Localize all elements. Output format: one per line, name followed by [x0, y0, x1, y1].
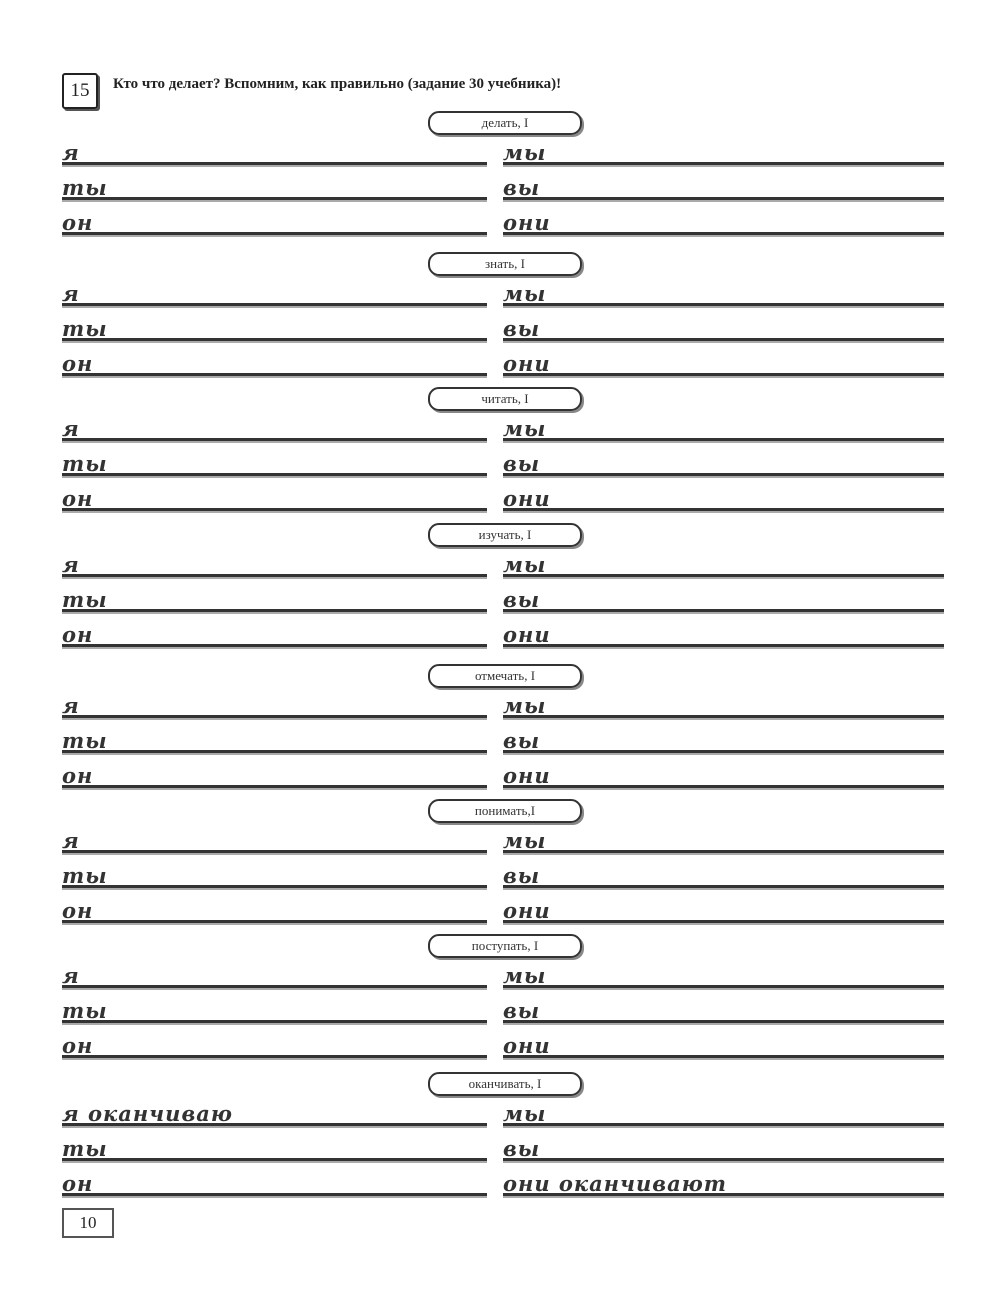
pronoun-label: я	[62, 693, 80, 718]
answer-line[interactable]	[503, 1031, 944, 1058]
pronoun-label: я	[62, 416, 80, 441]
pronoun-label: вы	[503, 451, 541, 476]
verb-label: отмечать, I	[428, 664, 582, 688]
pronoun-label: он	[62, 763, 94, 788]
pronoun-label: вы	[503, 1136, 541, 1161]
answer-line[interactable]	[503, 314, 944, 341]
answer-line[interactable]	[503, 620, 944, 647]
pronoun-label: они	[503, 763, 551, 788]
answer-line[interactable]	[62, 138, 487, 165]
pronoun-label: я	[62, 552, 80, 577]
pronoun-label: мы	[503, 1101, 547, 1126]
answer-line[interactable]	[62, 1099, 487, 1126]
answer-line[interactable]	[62, 208, 487, 235]
answer-line[interactable]	[503, 861, 944, 888]
pronoun-label: вы	[503, 998, 541, 1023]
page-number: 10	[62, 1208, 114, 1238]
answer-line[interactable]	[62, 349, 487, 376]
pronoun-label: они	[503, 351, 551, 376]
answer-line[interactable]	[503, 1099, 944, 1126]
verb-label: понимать,I	[428, 799, 582, 823]
pronoun-label: вы	[503, 175, 541, 200]
pronoun-label: я	[62, 140, 80, 165]
pronoun-label: они	[503, 622, 551, 647]
answer-line[interactable]	[62, 484, 487, 511]
verb-label: оканчивать, I	[428, 1072, 582, 1096]
answer-line[interactable]	[62, 861, 487, 888]
pronoun-label: мы	[503, 828, 547, 853]
verb-label: изучать, I	[428, 523, 582, 547]
pronoun-label: мы	[503, 140, 547, 165]
pronoun-label: мы	[503, 963, 547, 988]
pronoun-label: он	[62, 1033, 94, 1058]
pronoun-label: ты	[62, 1136, 108, 1161]
pronoun-label: я оканчиваю	[62, 1101, 233, 1126]
pronoun-label: мы	[503, 552, 547, 577]
pronoun-label: вы	[503, 587, 541, 612]
pronoun-label: вы	[503, 316, 541, 341]
answer-line[interactable]	[503, 550, 944, 577]
answer-line[interactable]	[62, 585, 487, 612]
answer-line[interactable]	[503, 414, 944, 441]
answer-line[interactable]	[503, 996, 944, 1023]
pronoun-label: он	[62, 1171, 94, 1196]
answer-line[interactable]	[503, 449, 944, 476]
pronoun-label: они	[503, 898, 551, 923]
answer-line[interactable]	[503, 208, 944, 235]
pronoun-label: ты	[62, 175, 108, 200]
answer-line[interactable]	[62, 1031, 487, 1058]
answer-line[interactable]	[503, 173, 944, 200]
answer-line[interactable]	[62, 620, 487, 647]
answer-line[interactable]	[503, 484, 944, 511]
verb-label: знать, I	[428, 252, 582, 276]
pronoun-label: я	[62, 963, 80, 988]
answer-line[interactable]	[62, 996, 487, 1023]
answer-line[interactable]	[62, 961, 487, 988]
pronoun-label: вы	[503, 728, 541, 753]
task-instruction: Кто что делает? Вспомним, как правильно (задание 30 учебника)!	[113, 76, 562, 92]
pronoun-label: ты	[62, 998, 108, 1023]
answer-line[interactable]	[503, 826, 944, 853]
pronoun-label: я	[62, 281, 80, 306]
answer-line[interactable]	[503, 691, 944, 718]
answer-line[interactable]	[503, 138, 944, 165]
answer-line[interactable]	[62, 449, 487, 476]
pronoun-label: они оканчивают	[503, 1171, 727, 1196]
pronoun-label: он	[62, 486, 94, 511]
pronoun-label: он	[62, 210, 94, 235]
answer-line[interactable]	[503, 761, 944, 788]
answer-line[interactable]	[62, 414, 487, 441]
pronoun-label: они	[503, 486, 551, 511]
answer-line[interactable]	[503, 349, 944, 376]
answer-line[interactable]	[503, 279, 944, 306]
pronoun-label: он	[62, 622, 94, 647]
answer-line[interactable]	[62, 550, 487, 577]
answer-line[interactable]	[503, 961, 944, 988]
pronoun-label: они	[503, 1033, 551, 1058]
pronoun-label: они	[503, 210, 551, 235]
answer-line[interactable]	[62, 691, 487, 718]
answer-line[interactable]	[62, 279, 487, 306]
answer-line[interactable]	[62, 726, 487, 753]
pronoun-label: ты	[62, 728, 108, 753]
answer-line[interactable]	[503, 1134, 944, 1161]
answer-line[interactable]	[62, 1169, 487, 1196]
pronoun-label: я	[62, 828, 80, 853]
answer-line[interactable]	[62, 826, 487, 853]
pronoun-label: вы	[503, 863, 541, 888]
pronoun-label: ты	[62, 863, 108, 888]
pronoun-label: ты	[62, 451, 108, 476]
task-number-badge: 15	[62, 73, 98, 109]
pronoun-label: он	[62, 898, 94, 923]
answer-line[interactable]	[503, 585, 944, 612]
answer-line[interactable]	[62, 1134, 487, 1161]
pronoun-label: он	[62, 351, 94, 376]
answer-line[interactable]	[503, 896, 944, 923]
answer-line[interactable]	[62, 761, 487, 788]
pronoun-label: ты	[62, 587, 108, 612]
pronoun-label: ты	[62, 316, 108, 341]
answer-line[interactable]	[62, 173, 487, 200]
pronoun-label: мы	[503, 281, 547, 306]
verb-label: поступать, I	[428, 934, 582, 958]
verb-label: делать, I	[428, 111, 582, 135]
pronoun-label: мы	[503, 693, 547, 718]
answer-line[interactable]	[503, 726, 944, 753]
answer-line[interactable]	[62, 314, 487, 341]
verb-label: читать, I	[428, 387, 582, 411]
answer-line[interactable]	[503, 1169, 944, 1196]
answer-line[interactable]	[62, 896, 487, 923]
pronoun-label: мы	[503, 416, 547, 441]
